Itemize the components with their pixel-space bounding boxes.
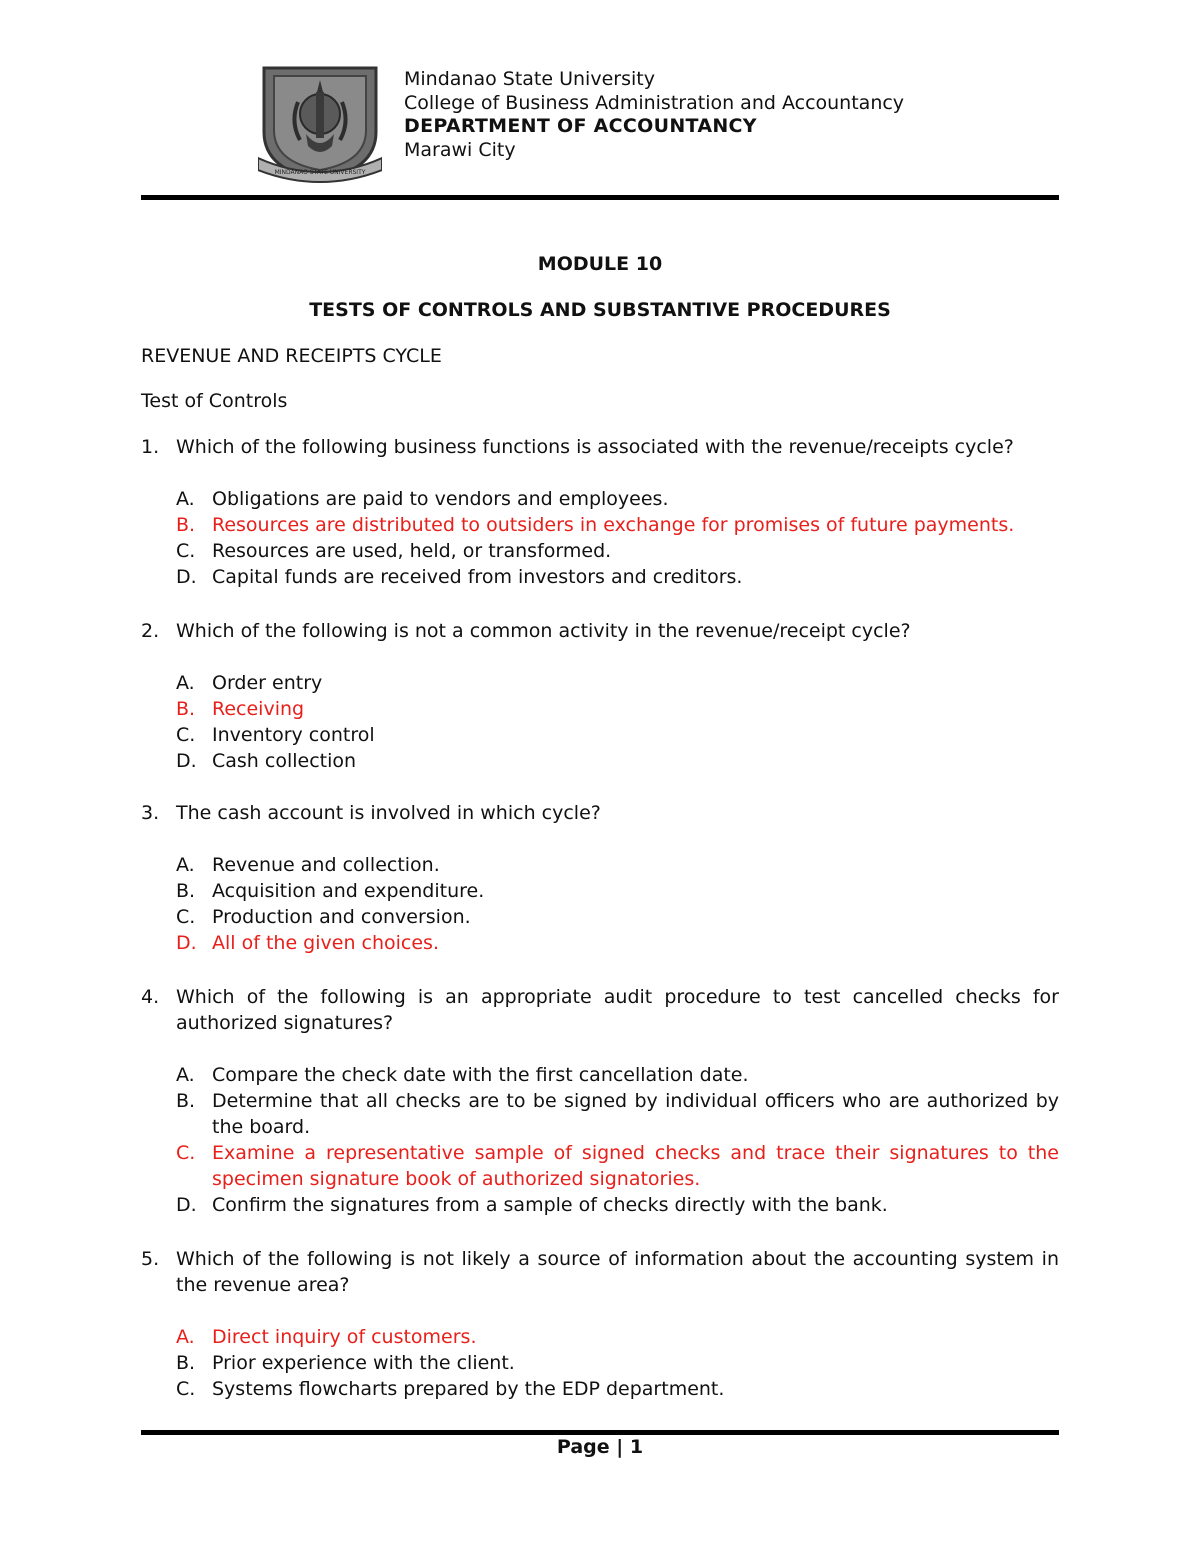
option-2a: A. Order entry (176, 672, 323, 694)
option-1b-answer: B. Resources are distributed to outsiders in exchange for promises of future payments. (176, 514, 1015, 536)
options-3 (176, 852, 1059, 956)
options-1 (176, 486, 1059, 590)
question-text: The cash account is involved in which cycle? (176, 802, 601, 824)
option-3a: A. Revenue and collection. (176, 854, 440, 876)
footer-rule (141, 1430, 1059, 1435)
page-footer (0, 1436, 1200, 1458)
question-text: Which of the following business functions is associated with the revenue/receipts cycle? (176, 436, 1014, 458)
option-3c: C. Production and conversion. (176, 906, 471, 928)
option-3b: B. Acquisition and expenditure. (176, 880, 485, 902)
option-4b: B. Determine that all checks are to be signed by individual officers who are authorized by the board. (176, 1090, 1059, 1138)
subsection-heading: Test of Controls (141, 390, 288, 412)
question-3 (141, 800, 1059, 826)
option-2b-answer: B. Receiving (176, 698, 305, 720)
question-5 (141, 1246, 1059, 1298)
module-subtitle: TESTS OF CONTROLS AND SUBSTANTIVE PROCEDURES (309, 299, 891, 321)
city-name: Marawi City (404, 138, 516, 161)
option-2d: D. Cash collection (176, 750, 357, 772)
question-number: 4. (141, 986, 160, 1008)
option-1d: D. Capital funds are received from investors and creditors. (176, 566, 743, 588)
university-name: Mindanao State University (404, 68, 655, 90)
question-number: 5. (141, 1248, 160, 1270)
header-rule (141, 195, 1059, 200)
question-2 (141, 618, 1059, 644)
letterhead (258, 62, 1058, 192)
college-name: College of Business Administration and Accountancy (404, 91, 905, 114)
options-5 (176, 1324, 1059, 1402)
question-number: 3. (141, 802, 160, 824)
section-heading: REVENUE AND RECEIPTS CYCLE (141, 345, 442, 367)
options-4 (176, 1062, 1059, 1218)
option-4d: D. Confirm the signatures from a sample of checks directly with the bank. (176, 1194, 888, 1216)
option-2c: C. Inventory control (176, 724, 375, 746)
option-3d-answer: D. All of the given choices. (176, 932, 439, 954)
option-5c: C. Systems flowcharts prepared by the EDP department. (176, 1378, 725, 1400)
options-2 (176, 670, 1059, 774)
module-title: MODULE 10 (537, 253, 663, 275)
page-label: Page (556, 1436, 610, 1458)
question-text: Which of the following is not likely a source of information about the accounting system in the revenue area? (176, 1248, 1059, 1296)
question-text: Which of the following is an appropriate audit procedure to test cancelled checks for authorized signatures? (176, 986, 1059, 1034)
question-number: 1. (141, 436, 160, 458)
option-1c: C. Resources are used, held, or transformed. (176, 540, 612, 562)
option-4c-answer: C. Examine a representative sample of signed checks and trace their signatures to the specimen signature book of authorized signatories. (176, 1142, 1059, 1190)
question-4 (141, 984, 1059, 1036)
option-4a: A. Compare the check date with the first cancellation date. (176, 1064, 749, 1086)
question-text: Which of the following is not a common activity in the revenue/receipt cycle? (176, 620, 911, 642)
option-5a-answer: A. Direct inquiry of customers. (176, 1326, 477, 1348)
option-5b: B. Prior experience with the client. (176, 1352, 515, 1374)
page-number: 1 (629, 1436, 644, 1458)
question-1 (141, 434, 1059, 460)
department-name: DEPARTMENT OF ACCOUNTANCY (404, 115, 757, 137)
svg-text:MINDANAO STATE UNIVERSITY: MINDANAO STATE UNIVERSITY (274, 169, 366, 176)
university-seal-icon (258, 62, 382, 184)
option-1a: A. Obligations are paid to vendors and employees. (176, 488, 669, 510)
page-separator: | (616, 1436, 624, 1458)
question-number: 2. (141, 620, 160, 642)
